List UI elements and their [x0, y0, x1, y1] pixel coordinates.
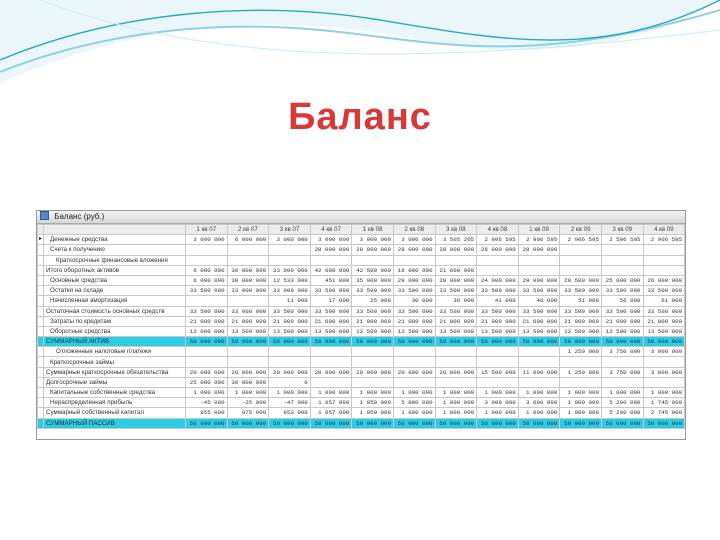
table-cell[interactable]: 3 000 000 — [186, 235, 228, 245]
table-cell[interactable]: 56 000 — [601, 296, 643, 306]
table-cell[interactable]: 50 000 000 — [393, 418, 435, 428]
table-row[interactable] — [38, 255, 685, 265]
table-cell[interactable]: 1 000 000 — [435, 388, 477, 398]
table-cell[interactable]: 13 500 000 — [477, 326, 519, 336]
table-cell[interactable]: 12 533 000 — [269, 275, 311, 285]
table-cell[interactable] — [477, 265, 519, 275]
table-cell[interactable] — [227, 255, 269, 265]
table-cell[interactable]: 50 000 000 — [227, 337, 269, 347]
table-cell[interactable]: 13 500 000 — [227, 326, 269, 336]
table-cell[interactable] — [435, 255, 477, 265]
table-row[interactable] — [38, 326, 685, 336]
period-column-header[interactable]: 3 кв 07 — [269, 225, 311, 235]
table-cell[interactable]: 33 500 000 — [186, 306, 228, 316]
table-cell[interactable]: 1 000 000 — [601, 388, 643, 398]
table-cell[interactable] — [227, 347, 269, 357]
table-cell[interactable]: 30 000 000 — [227, 275, 269, 285]
table-cell[interactable]: 1 250 000 — [560, 367, 602, 377]
table-cell[interactable]: 50 000 000 — [477, 418, 519, 428]
row-label: Денежные средства — [44, 235, 186, 245]
table-cell[interactable] — [560, 357, 602, 367]
table-cell[interactable] — [477, 357, 519, 367]
table-cell[interactable]: 1 000 000 — [518, 388, 560, 398]
table-cell[interactable] — [560, 265, 602, 275]
period-column-header[interactable]: 4 кв 07 — [310, 225, 352, 235]
table-cell[interactable] — [477, 255, 519, 265]
row-label: Капитальные собственные средства — [44, 388, 186, 398]
table-cell[interactable]: 953 000 — [269, 408, 311, 418]
table-cell[interactable]: 50 000 000 — [601, 418, 643, 428]
table-cell[interactable]: 28 000 000 — [352, 245, 394, 255]
table-cell[interactable] — [560, 377, 602, 387]
table-cell[interactable] — [186, 347, 228, 357]
row-label: Остатки на складе — [44, 286, 186, 296]
row-label: Долгосрочные займы — [44, 377, 186, 387]
table-cell[interactable]: 21 000 000 — [601, 316, 643, 326]
table-row[interactable] — [38, 306, 685, 316]
table-cell[interactable]: 25 000 — [352, 296, 394, 306]
table-cell[interactable]: 33 500 000 — [310, 306, 352, 316]
table-cell[interactable]: 3 000 000 — [643, 367, 685, 377]
table-cell[interactable]: 33 000 000 — [227, 306, 269, 316]
row-label: Суммарный собственный капитал — [44, 408, 186, 418]
table-cell[interactable] — [186, 357, 228, 367]
table-cell[interactable]: 28 000 000 — [477, 245, 519, 255]
table-cell[interactable]: 1 745 000 — [643, 398, 685, 408]
table-cell[interactable]: 50 000 000 — [477, 337, 519, 347]
table-cell[interactable] — [643, 377, 685, 387]
table-cell[interactable]: 33 500 000 — [477, 286, 519, 296]
table-cell[interactable] — [643, 255, 685, 265]
table-cell[interactable]: 50 000 000 — [227, 418, 269, 428]
period-column-header[interactable]: 2 кв 08 — [393, 225, 435, 235]
table-cell[interactable] — [643, 265, 685, 275]
table-cell[interactable] — [310, 347, 352, 357]
table-cell[interactable] — [435, 377, 477, 387]
table-cell[interactable]: 25 000 000 — [601, 275, 643, 285]
table-cell[interactable]: 1 000 000 — [560, 388, 602, 398]
table-cell[interactable]: 33 500 000 — [643, 306, 685, 316]
table-cell[interactable]: 17 000 — [310, 296, 352, 306]
table-cell[interactable] — [477, 347, 519, 357]
table-cell[interactable]: 1 057 000 — [310, 398, 352, 408]
table-cell[interactable]: 3 000 000 — [393, 235, 435, 245]
table-cell[interactable] — [435, 357, 477, 367]
form-icon — [40, 211, 49, 220]
table-cell[interactable]: 33 500 000 — [310, 286, 352, 296]
period-column-header[interactable]: 2 кв 07 — [227, 225, 269, 235]
table-cell[interactable]: 3 750 000 — [601, 347, 643, 357]
table-cell[interactable] — [352, 255, 394, 265]
table-cell[interactable]: 28 000 000 — [435, 275, 477, 285]
table-cell[interactable] — [352, 347, 394, 357]
table-cell[interactable]: 11 000 000 — [518, 367, 560, 377]
table-cell[interactable]: 24 000 000 — [477, 275, 519, 285]
label-column-header[interactable] — [44, 225, 186, 235]
row-label: Итого оборотных активов — [44, 265, 186, 275]
table-cell[interactable] — [310, 255, 352, 265]
table-row[interactable] — [38, 367, 685, 377]
table-cell[interactable] — [518, 265, 560, 275]
row-label: Краткосрочные займы — [44, 357, 186, 367]
table-cell[interactable]: 1 000 000 — [186, 388, 228, 398]
table-cell[interactable]: 25 000 000 — [186, 377, 228, 387]
table-cell[interactable]: 13 500 000 — [310, 326, 352, 336]
table-cell[interactable]: 5 200 000 — [601, 398, 643, 408]
table-cell[interactable]: 13 500 000 — [601, 326, 643, 336]
table-cell[interactable]: 13 500 000 — [352, 326, 394, 336]
table-cell[interactable]: 6 000 000 — [227, 235, 269, 245]
table-cell[interactable]: 13 000 000 — [186, 326, 228, 336]
table-row[interactable] — [38, 357, 685, 367]
window-title: Баланс (руб.) — [54, 212, 105, 221]
table-cell[interactable]: 451 000 — [310, 275, 352, 285]
table-cell[interactable]: 6 000 000 — [186, 265, 228, 275]
table-cell[interactable]: 955 000 — [186, 408, 228, 418]
table-cell[interactable]: 3 000 000 — [477, 398, 519, 408]
table-cell[interactable]: 50 000 000 — [560, 418, 602, 428]
table-cell[interactable]: 3 000 000 — [518, 398, 560, 408]
table-cell[interactable]: 28 000 000 — [393, 245, 435, 255]
table-cell[interactable]: 21 000 000 — [560, 316, 602, 326]
table-cell[interactable]: 50 000 000 — [269, 418, 311, 428]
table-cell[interactable]: 29 500 000 — [560, 275, 602, 285]
table-cell[interactable]: 1 000 000 — [560, 398, 602, 408]
table-cell[interactable]: 50 000 000 — [186, 418, 228, 428]
table-cell[interactable]: 33 500 000 — [518, 306, 560, 316]
table-cell[interactable]: 36 000 — [435, 296, 477, 306]
period-column-header[interactable]: 1 кв 09 — [518, 225, 560, 235]
table-cell[interactable]: 21 000 000 — [435, 316, 477, 326]
table-cell[interactable]: 1 000 000 — [393, 388, 435, 398]
row-label: Основные средства — [44, 275, 186, 285]
table-cell[interactable]: 2 906 595 — [477, 235, 519, 245]
table-cell[interactable]: 30 000 000 — [227, 377, 269, 387]
table-cell[interactable]: 1 000 000 — [310, 388, 352, 398]
table-cell[interactable] — [601, 357, 643, 367]
table-cell[interactable] — [601, 255, 643, 265]
table-cell[interactable] — [310, 357, 352, 367]
table-row[interactable] — [38, 265, 685, 275]
table-cell[interactable] — [477, 377, 519, 387]
table-cell[interactable]: 61 000 — [643, 296, 685, 306]
table-cell[interactable]: 5 000 000 — [393, 398, 435, 408]
table-cell[interactable] — [518, 255, 560, 265]
table-cell[interactable]: 3 000 000 — [310, 235, 352, 245]
table-cell[interactable]: 1 050 000 — [352, 408, 394, 418]
table-row[interactable] — [38, 245, 685, 255]
balance-table — [37, 224, 685, 429]
table-cell[interactable]: 33 500 000 — [435, 306, 477, 316]
table-cell[interactable]: 1 000 000 — [560, 408, 602, 418]
table-cell[interactable]: 50 000 000 — [352, 418, 394, 428]
table-cell[interactable]: 21 000 000 — [227, 316, 269, 326]
table-cell[interactable]: 33 500 000 — [601, 286, 643, 296]
table-cell[interactable]: 20 000 000 — [352, 367, 394, 377]
table-cell[interactable]: -25 000 — [227, 398, 269, 408]
row-label: Краткосрочные финансовые вложения — [44, 255, 186, 265]
table-row[interactable] — [38, 377, 685, 387]
table-cell[interactable] — [269, 255, 311, 265]
table-cell[interactable]: 3 000 000 — [643, 347, 685, 357]
table-cell[interactable]: 46 000 — [518, 296, 560, 306]
table-cell[interactable]: 1 000 000 — [227, 388, 269, 398]
row-label: СУММАРНЫЙ ПАССИВ — [44, 418, 186, 428]
table-cell[interactable] — [393, 255, 435, 265]
table-cell[interactable] — [269, 347, 311, 357]
table-cell[interactable]: 975 000 — [227, 408, 269, 418]
table-cell[interactable]: 50 000 000 — [186, 337, 228, 347]
table-cell[interactable]: 21 000 000 — [352, 316, 394, 326]
decorative-swoosh — [0, 0, 720, 110]
table-cell[interactable]: 26 000 000 — [643, 275, 685, 285]
table-row[interactable] — [38, 418, 685, 428]
table-cell[interactable]: 21 600 000 — [435, 265, 477, 275]
table-cell[interactable]: 20 000 000 — [393, 367, 435, 377]
table-cell[interactable]: 2 745 000 — [643, 408, 685, 418]
table-cell[interactable]: 33 500 000 — [643, 286, 685, 296]
table-cell[interactable]: 11 000 — [269, 296, 311, 306]
table-cell[interactable] — [269, 357, 311, 367]
table-cell[interactable]: 50 000 000 — [310, 337, 352, 347]
table-cell[interactable]: 1 250 000 — [560, 347, 602, 357]
table-cell[interactable]: 13 500 000 — [518, 326, 560, 336]
table-cell[interactable] — [560, 255, 602, 265]
table-cell[interactable]: 28 000 000 — [518, 245, 560, 255]
table-cell[interactable]: 33 500 000 — [352, 286, 394, 296]
table-cell[interactable]: 20 000 000 — [269, 367, 311, 377]
table-cell[interactable]: 20 000 000 — [310, 367, 352, 377]
period-column-header[interactable]: 1 кв 08 — [352, 225, 394, 235]
table-cell[interactable]: 13 500 000 — [393, 326, 435, 336]
row-selector[interactable]: ▸ — [38, 235, 44, 245]
table-cell[interactable]: 1 000 000 — [477, 408, 519, 418]
table-cell[interactable]: 33 500 000 — [186, 286, 228, 296]
table-cell[interactable]: 33 500 000 — [393, 306, 435, 316]
table-cell[interactable]: 2 906 595 — [518, 235, 560, 245]
table-cell[interactable]: 50 000 000 — [560, 337, 602, 347]
table-cell[interactable] — [393, 357, 435, 367]
table-row[interactable] — [38, 275, 685, 285]
table-cell[interactable] — [643, 357, 685, 367]
table-cell[interactable]: 30 000 000 — [227, 265, 269, 275]
table-cell[interactable]: 50 000 000 — [435, 337, 477, 347]
table-cell[interactable]: 3 000 000 — [352, 235, 394, 245]
table-cell[interactable]: 28 000 000 — [310, 245, 352, 255]
table-cell[interactable]: 21 000 000 — [393, 316, 435, 326]
table-cell[interactable]: 50 000 000 — [643, 418, 685, 428]
table-cell[interactable] — [269, 245, 311, 255]
table-cell[interactable] — [227, 357, 269, 367]
table-cell[interactable]: 33 500 000 — [601, 306, 643, 316]
table-cell[interactable]: 21 000 000 — [643, 316, 685, 326]
table-cell[interactable]: 2 906 595 — [643, 235, 685, 245]
table-cell[interactable] — [435, 347, 477, 357]
table-cell[interactable]: 18 000 000 — [393, 265, 435, 275]
table-cell[interactable]: 33 500 000 — [560, 286, 602, 296]
table-cell[interactable]: 21 000 000 — [269, 316, 311, 326]
table-cell[interactable] — [186, 245, 228, 255]
table-cell[interactable] — [560, 245, 602, 255]
table-cell[interactable]: 50 000 000 — [601, 337, 643, 347]
table-cell[interactable] — [518, 377, 560, 387]
table-cell[interactable] — [227, 245, 269, 255]
table-cell[interactable]: 1 000 000 — [477, 388, 519, 398]
table-cell[interactable]: 35 000 000 — [352, 275, 394, 285]
table-cell[interactable]: 1 000 000 — [352, 388, 394, 398]
table-cell[interactable] — [227, 296, 269, 306]
table-cell[interactable]: 33 500 000 — [518, 286, 560, 296]
period-column-header[interactable]: 4 кв 08 — [477, 225, 519, 235]
table-row[interactable] — [38, 337, 685, 347]
table-cell[interactable] — [393, 347, 435, 357]
row-label: Счета к получению — [44, 245, 186, 255]
table-cell[interactable]: 2 906 595 — [560, 235, 602, 245]
table-cell[interactable]: 21 000 000 — [310, 316, 352, 326]
table-cell[interactable]: 1 000 000 — [435, 408, 477, 418]
table-cell[interactable]: 50 000 000 — [518, 418, 560, 428]
table-cell[interactable]: 50 000 000 — [518, 337, 560, 347]
table-cell[interactable] — [518, 357, 560, 367]
table-cell[interactable]: 1 050 000 — [352, 398, 394, 408]
table-row[interactable] — [38, 398, 685, 408]
window-titlebar — [37, 211, 685, 224]
table-cell[interactable]: 15 500 000 — [477, 367, 519, 377]
table-cell[interactable]: 20 000 000 — [435, 367, 477, 377]
table-cell[interactable]: 33 500 000 — [477, 306, 519, 316]
table-cell[interactable]: 1 000 000 — [643, 388, 685, 398]
table-row[interactable] — [38, 286, 685, 296]
table-cell[interactable]: 1 000 000 — [435, 398, 477, 408]
table-cell[interactable]: 20 000 000 — [227, 367, 269, 377]
table-row[interactable] — [38, 235, 685, 245]
table-cell[interactable]: -47 000 — [269, 398, 311, 408]
table-cell[interactable]: 33 000 000 — [269, 265, 311, 275]
row-label: Отложенные налоговые платежи — [44, 347, 186, 357]
table-cell[interactable]: 29 000 000 — [518, 275, 560, 285]
table-cell[interactable] — [393, 377, 435, 387]
table-cell[interactable] — [352, 357, 394, 367]
table-cell[interactable]: 13 500 000 — [560, 326, 602, 336]
table-cell[interactable]: 50 000 000 — [310, 418, 352, 428]
table-row[interactable] — [38, 347, 685, 357]
row-label: Начисленная амортизация — [44, 296, 186, 306]
table-row[interactable] — [38, 296, 685, 306]
table-cell[interactable]: 0 — [269, 377, 311, 387]
table-cell[interactable]: 33 500 000 — [560, 306, 602, 316]
table-cell[interactable]: 21 000 000 — [518, 316, 560, 326]
table-cell[interactable]: 29 000 000 — [393, 275, 435, 285]
balance-window — [36, 210, 686, 440]
row-label: СУММАРНЫЙ АКТИВ — [44, 337, 186, 347]
row-label: Затраты по кредитам — [44, 316, 186, 326]
period-column-header[interactable]: 1 кв 07 — [186, 225, 228, 235]
table-cell[interactable]: 42 000 000 — [310, 265, 352, 275]
table-cell[interactable]: 33 500 000 — [352, 306, 394, 316]
table-cell[interactable] — [518, 347, 560, 357]
table-header-row — [38, 225, 685, 235]
table-cell[interactable]: 50 000 000 — [269, 337, 311, 347]
table-cell[interactable]: 6 000 000 — [186, 275, 228, 285]
period-column-header[interactable]: 3 кв 08 — [435, 225, 477, 235]
table-cell[interactable]: 3 750 000 — [601, 367, 643, 377]
table-cell[interactable]: 33 000 000 — [269, 286, 311, 296]
table-cell[interactable]: 21 000 000 — [477, 316, 519, 326]
table-cell[interactable]: 3 505 205 — [435, 235, 477, 245]
table-cell[interactable]: 33 000 000 — [227, 286, 269, 296]
period-column-header[interactable]: 2 кв 09 — [560, 225, 602, 235]
row-label: Нераспределенная прибыль — [44, 398, 186, 408]
table-cell[interactable]: 30 000 — [393, 296, 435, 306]
table-cell[interactable]: 50 000 000 — [435, 418, 477, 428]
row-label: Остаточная стоимость основных средств — [44, 306, 186, 316]
table-cell[interactable] — [352, 377, 394, 387]
table-cell[interactable] — [601, 377, 643, 387]
table-cell[interactable] — [186, 255, 228, 265]
table-cell[interactable] — [643, 245, 685, 255]
table-cell[interactable]: 33 500 000 — [269, 306, 311, 316]
table-cell[interactable]: -45 000 — [186, 398, 228, 408]
table-cell[interactable] — [310, 377, 352, 387]
period-column-header[interactable]: 3 кв 09 — [601, 225, 643, 235]
table-row[interactable] — [38, 408, 685, 418]
table-cell[interactable]: 33 500 000 — [435, 286, 477, 296]
table-cell[interactable]: 1 057 000 — [310, 408, 352, 418]
table-cell[interactable]: 41 000 — [477, 296, 519, 306]
table-cell[interactable]: 13 500 000 — [269, 326, 311, 336]
period-column-header[interactable]: 4 кв 09 — [643, 225, 685, 235]
table-cell[interactable] — [601, 245, 643, 255]
row-label: Суммарные краткосрочные обязательства — [44, 367, 186, 377]
table-cell[interactable] — [186, 296, 228, 306]
table-cell[interactable]: 3 000 000 — [269, 235, 311, 245]
table-row[interactable] — [38, 388, 685, 398]
slide-title: Баланс — [288, 96, 432, 138]
table-cell[interactable]: 28 008 000 — [435, 245, 477, 255]
table-cell[interactable]: 13 500 000 — [643, 326, 685, 336]
table-cell[interactable]: 1 000 000 — [269, 388, 311, 398]
table-cell[interactable]: 50 000 000 — [352, 337, 394, 347]
table-cell[interactable]: 33 500 000 — [393, 286, 435, 296]
table-cell[interactable]: 51 000 — [560, 296, 602, 306]
table-cell[interactable]: 50 000 000 — [643, 337, 685, 347]
table-row[interactable] — [38, 316, 685, 326]
row-label: Оборотные средства — [44, 326, 186, 336]
table-cell[interactable]: 2 506 595 — [601, 235, 643, 245]
table-cell[interactable]: 50 000 000 — [393, 337, 435, 347]
table-cell[interactable]: 20 000 000 — [186, 367, 228, 377]
table-cell[interactable]: 5 200 000 — [601, 408, 643, 418]
table-cell[interactable]: 42 500 000 — [352, 265, 394, 275]
table-cell[interactable]: 1 000 000 — [518, 408, 560, 418]
table-cell[interactable]: 13 500 000 — [435, 326, 477, 336]
table-cell[interactable]: 1 000 000 — [393, 408, 435, 418]
table-cell[interactable] — [601, 265, 643, 275]
table-cell[interactable]: 21 000 000 — [186, 316, 228, 326]
